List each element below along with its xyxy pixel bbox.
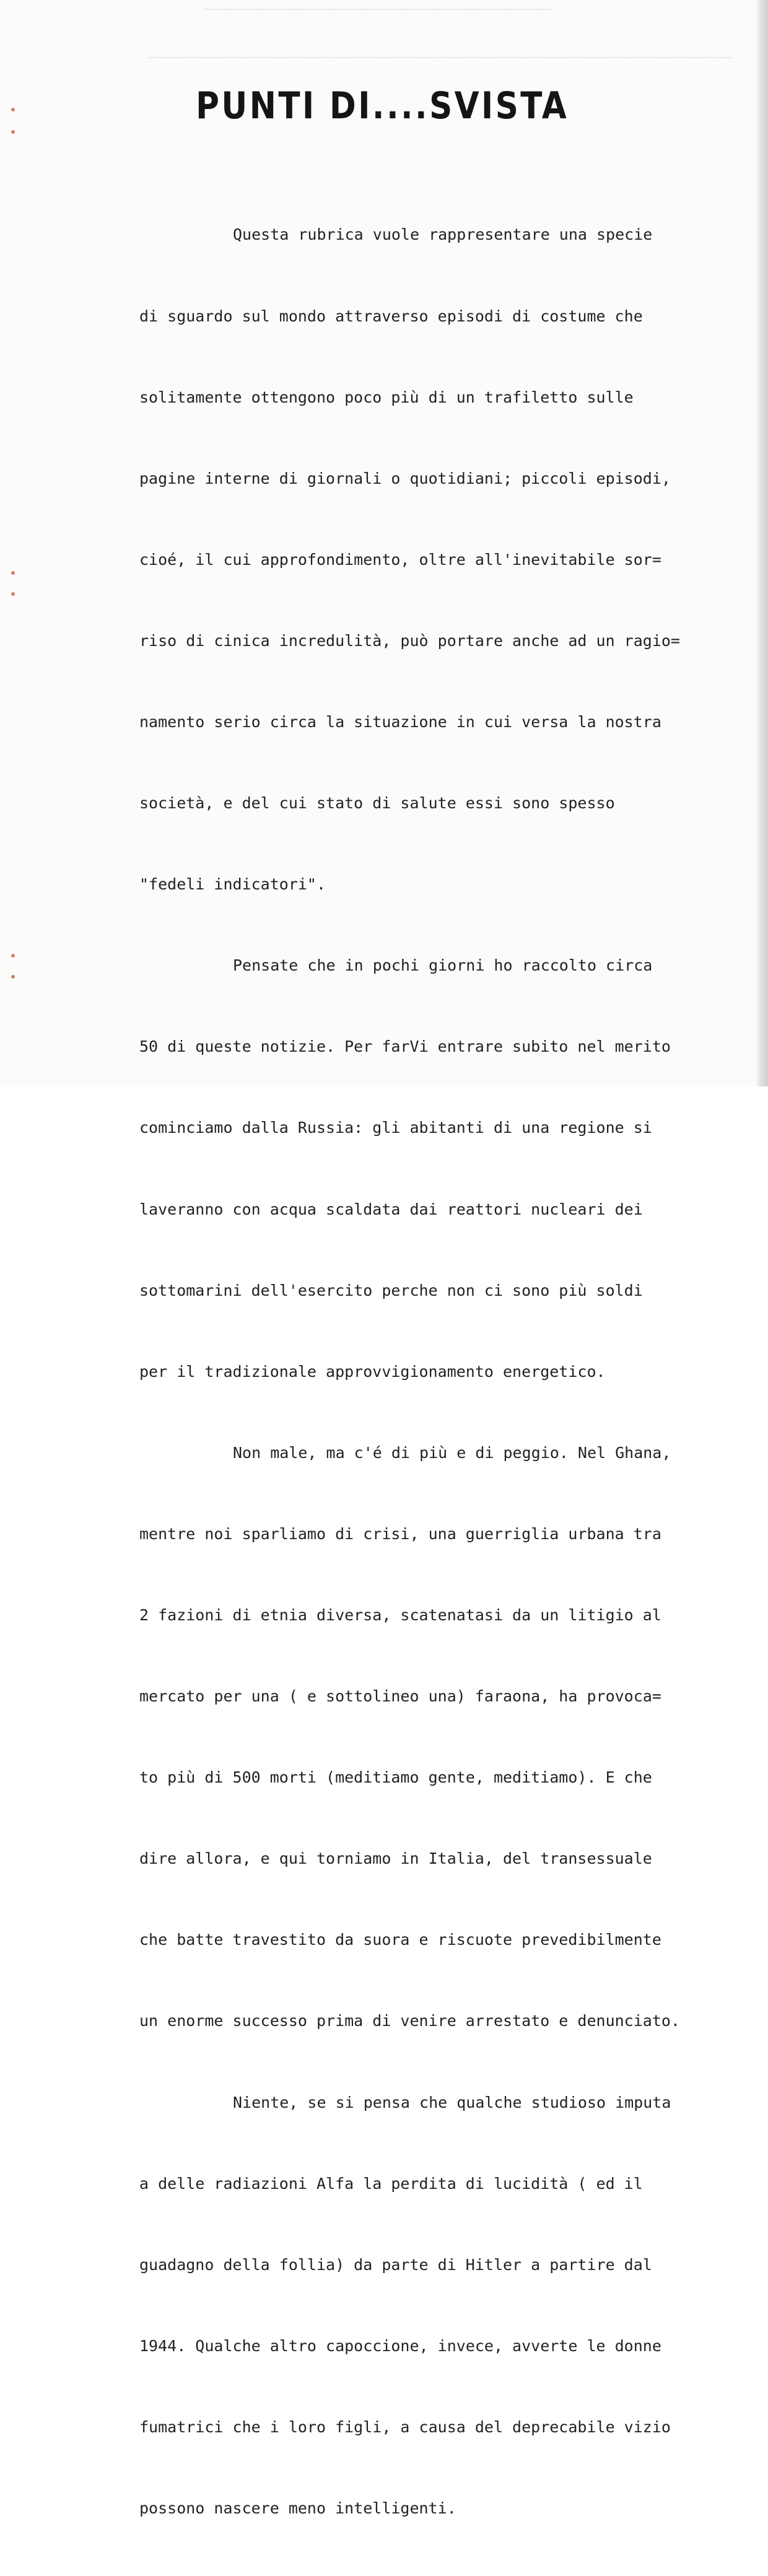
text-line: solitamente ottengono poco più di un trafiletto sulle (139, 388, 634, 406)
text-line: namento serio circa la situazione in cui versa la nostra (139, 712, 661, 731)
article-body (139, 167, 697, 2576)
text-line: di sguardo sul mondo attraverso episodi di costume che (139, 307, 643, 325)
text-line: società, e del cui stato di salute essi sono spesso (139, 794, 615, 813)
text-line: 1944. Qualche altro capoccione, invece, avverte le donne (139, 2336, 661, 2355)
punch-hole-mark (11, 975, 15, 979)
text-line: per il tradizionale approvvigionamento energetico. (139, 1362, 606, 1381)
page-title: PUNTI DI....SVISTA (196, 84, 569, 128)
bleed-through-mark (204, 0, 551, 10)
text-line: Pensate che in pochi giorni ho raccolto circa (233, 956, 653, 975)
page-edge-shadow (757, 0, 768, 1086)
text-line: Non male, ma c'é di più e di peggio. Nel Ghana, (233, 1443, 671, 1462)
text-line: "fedeli indicatori". (139, 875, 326, 894)
text-line: mercato per una ( e sottolineo una) faraona, ha provoca= (139, 1687, 661, 1706)
punch-hole-mark (11, 130, 15, 134)
text-line: dire allora, e qui torniamo in Italia, del transessuale (139, 1849, 652, 1868)
text-line: Questa rubrica vuole rappresentare una specie (233, 225, 653, 244)
text-line: riso di cinica incredulità, può portare anche ad un ragio= (139, 631, 680, 650)
text-line: guadagno della follia) da parte di Hitler a partire dal (139, 2255, 652, 2274)
text-line: un enorme successo prima di venire arrestato e denunciato. (139, 2012, 680, 2030)
text-line: to più di 500 morti (meditiamo gente, meditiamo). E che (139, 1768, 652, 1787)
punch-hole-mark (11, 571, 15, 575)
text-line: a delle radiazioni Alfa la perdita di lucidità ( ed il (139, 2174, 643, 2193)
bleed-through-mark (149, 57, 731, 59)
text-line: cioé, il cui approfondimento, oltre all'inevitabile sor= (139, 550, 661, 569)
punch-hole-mark (11, 592, 15, 596)
punch-hole-mark (11, 954, 15, 958)
text-line: 2 fazioni di etnia diversa, scatenatasi da un litigio al (139, 1606, 661, 1624)
text-line: Niente, se si pensa che qualche studioso imputa (233, 2093, 671, 2111)
punch-hole-mark (11, 108, 15, 111)
text-line: laveranno con acqua scaldata dai reattori nucleari dei (139, 1200, 643, 1218)
text-line: mentre noi sparliamo di crisi, una guerriglia urbana tra (139, 1524, 661, 1543)
text-line: cominciamo dalla Russia: gli abitanti di una regione si (139, 1119, 652, 1137)
text-line: pagine interne di giornali o quotidiani; piccoli episodi, (139, 469, 671, 487)
text-line: possono nascere meno intelligenti. (139, 2499, 456, 2518)
text-line: che batte travestito da suora e riscuote prevedibilmente (139, 1931, 661, 1949)
text-line: fumatrici che i loro figli, a causa del deprecabile vizio (139, 2417, 671, 2436)
text-line: 50 di queste notizie. Per farVi entrare subito nel merito (139, 1037, 671, 1056)
text-line: sottomarini dell'esercito perche non ci sono più soldi (139, 1281, 643, 1299)
